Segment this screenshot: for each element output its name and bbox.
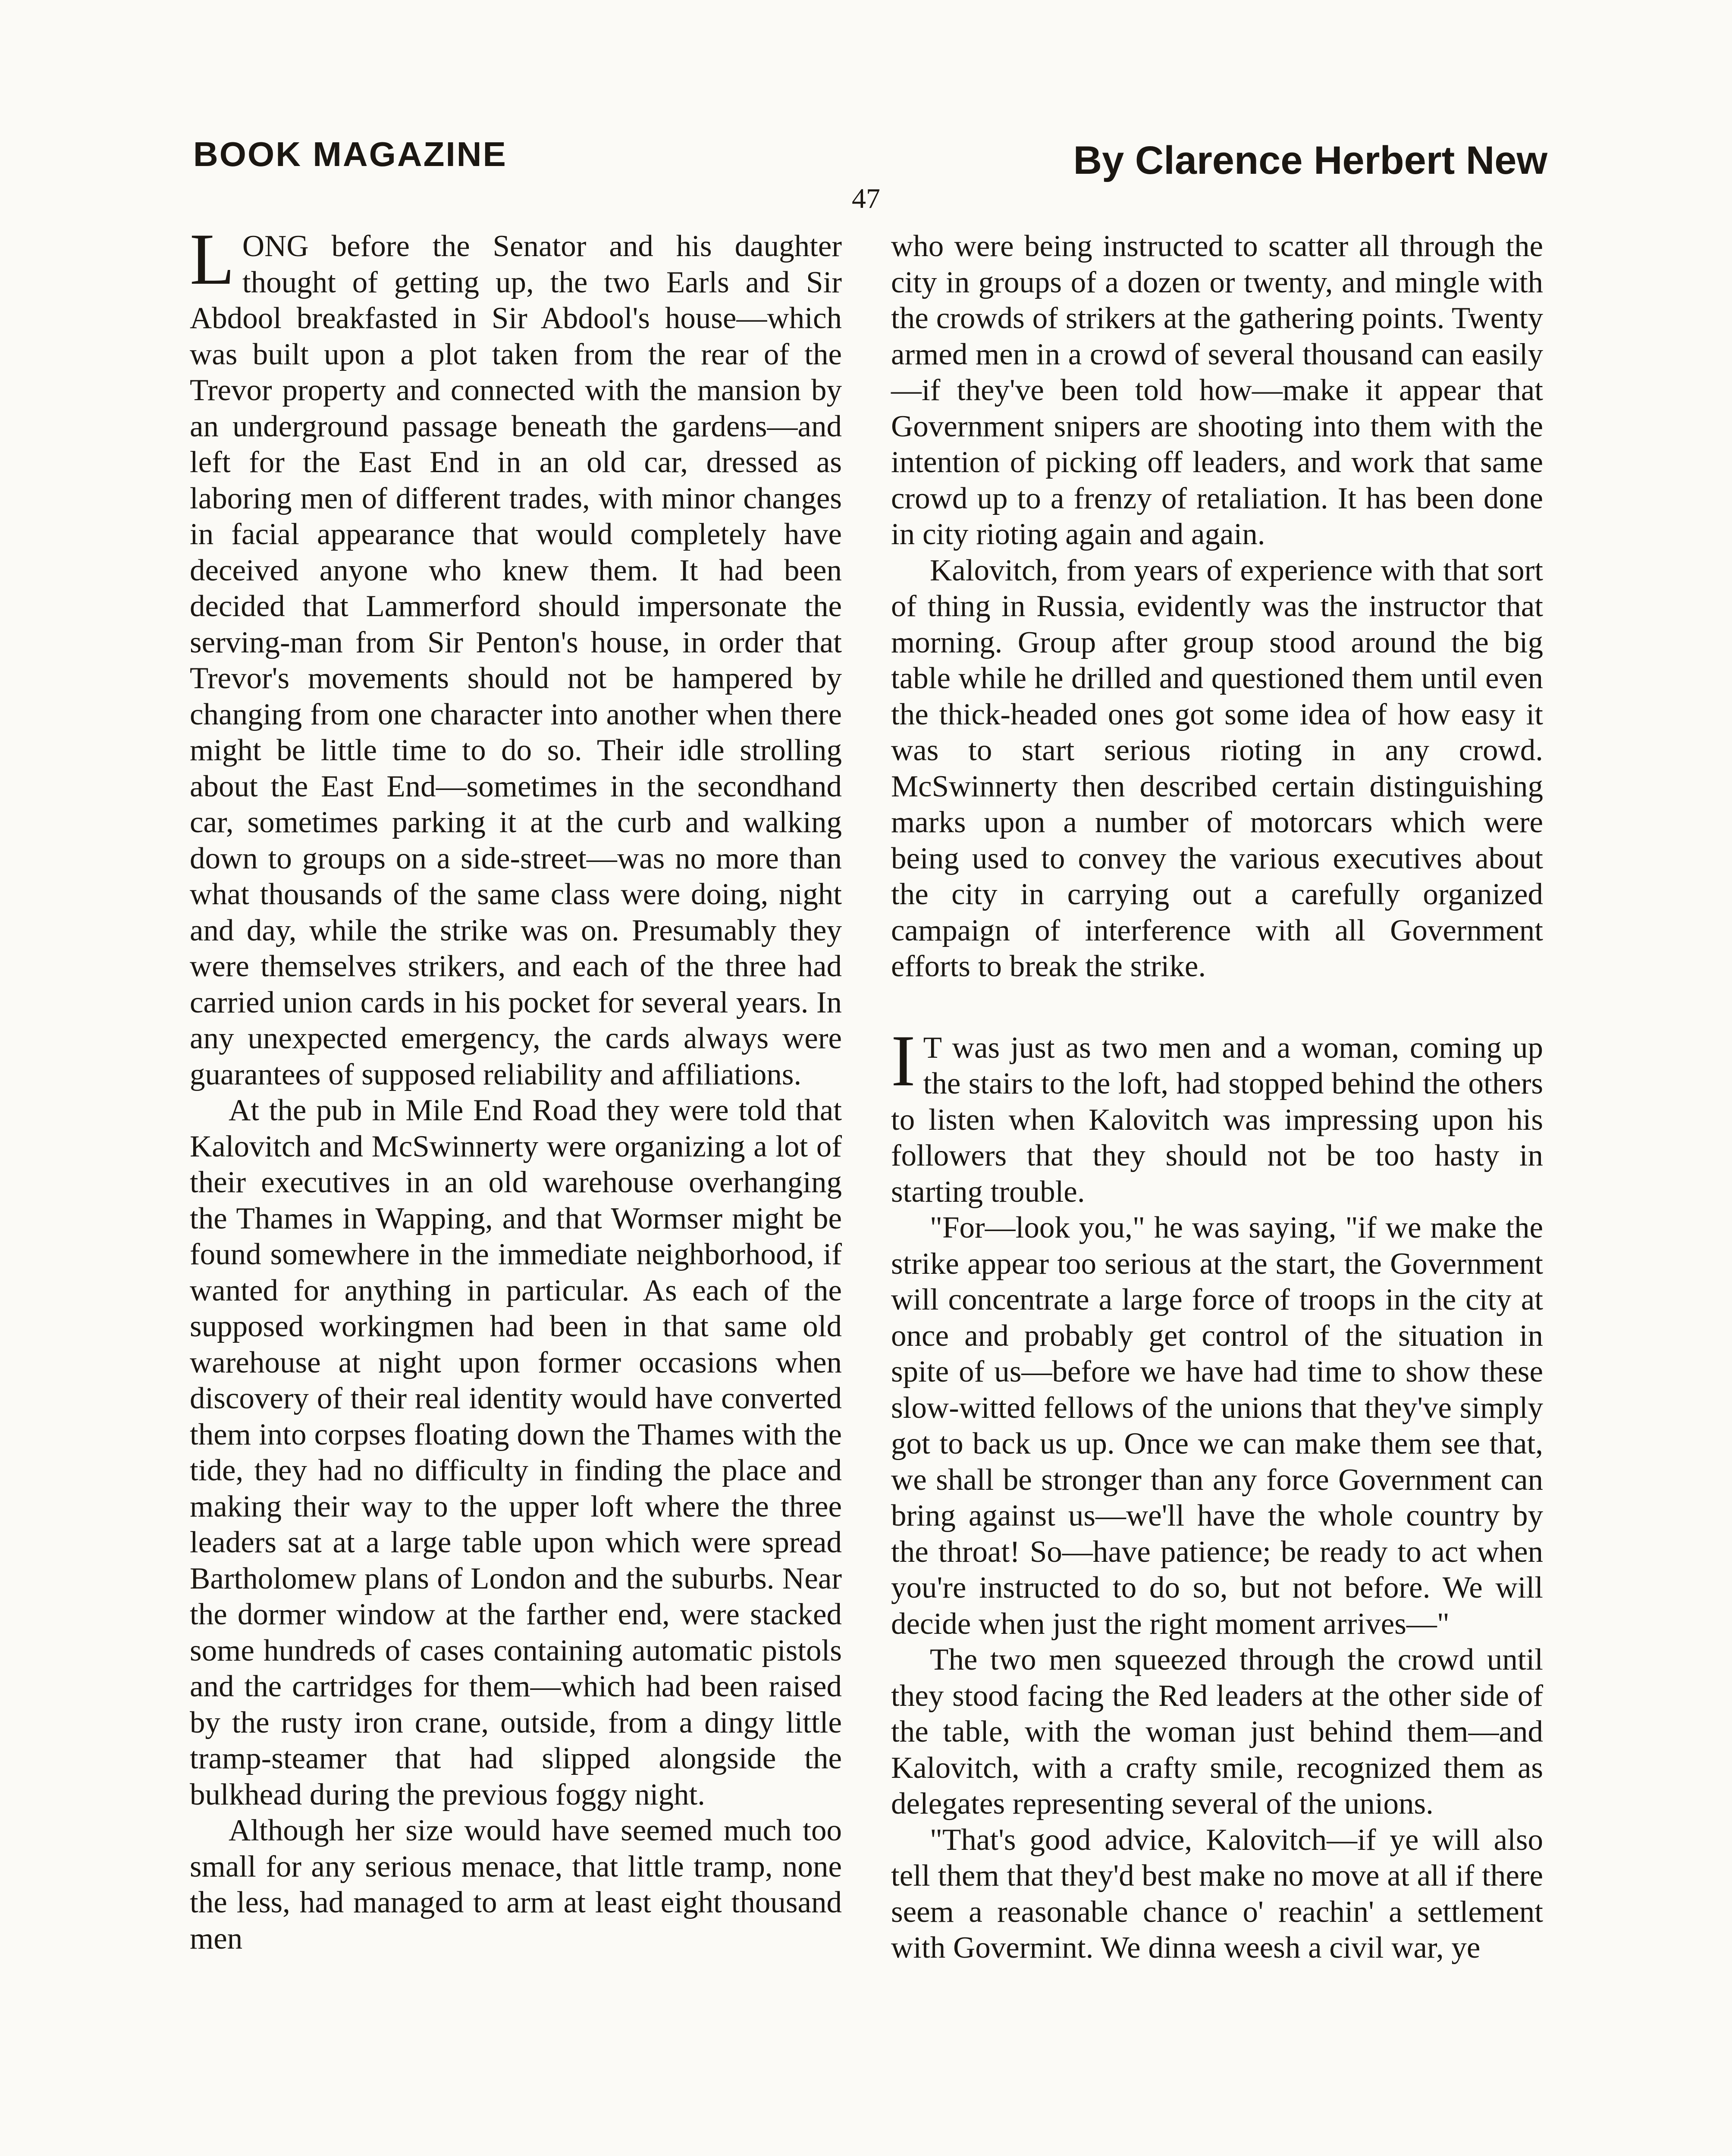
paragraph: "That's good advice, Kalovitch—if ye will also tell them that they'd best make no move at all if there seem a reasonable chance o' reachin' a settlement with Govermint. We dinna weesh a civil war, ye [891, 1823, 1543, 1965]
paragraph: who were being instructed to scatter all through the city in groups of a dozen or twenty, and mingle with the crowds of strikers at the gathering points. Twenty armed men in a crowd of several thousand can easily—if they've been told how—make it appear that Government snipers are shooting into them with the intention of picking off leaders, and work that same crowd up to a frenzy of retaliation. It has been done in city rioting again and again. [891, 229, 1543, 551]
drop-cap: I [891, 1020, 916, 1101]
paragraph: At the pub in Mile End Road they were told that Kalovitch and McSwinnerty were organizing a lot of their executives in an old warehouse overhanging the Thames in Wapping, and that Wormser might be found somewhere in the immediate neighborhood, if wanted for anything in particular. As each of the supposed workingmen had been in that same old warehouse at night upon former occasions when discovery of their real identity would have converted them into corpses floating down the Thames with the tide, they had no difficulty in finding the place and making their way to the upper loft where the three leaders sat at a large table upon which were spread Bartholomew plans of London and the suburbs. Near the dormer window at the farther end, were stacked some hundreds of cases containing automatic pistols and the cartridges for them—which had been raised by the rusty iron crane, outside, from a dingy little tramp-steamer that had slipped alongside the bulkhead during the previous foggy night. [190, 1094, 842, 1811]
running-head-author: By Clarence Herbert New [1073, 138, 1547, 182]
paragraph [891, 1020, 1543, 1210]
paragraph-text: T was just as two men and a woman, coming up the stairs to the loft, had stopped behind the others to listen when Kalovitch was impressing upon his followers that they should not be too hasty in starting trouble. [891, 1031, 1543, 1209]
page-number: 47 [852, 183, 880, 214]
right-text-column [891, 229, 1543, 1966]
paragraph: The two men squeezed through the crowd until they stood facing the Red leaders at the other side of the table, with the woman just behind them—and Kalovitch, with a crafty smile, recognized them as delegates representing several of the unions. [891, 1643, 1543, 1821]
paragraph: Kalovitch, from years of experience with that sort of thing in Russia, evidently was the instructor that morning. Group after group stood around the big table while he drilled and questioned them until even the thick-headed ones got some idea of how easy it was to start serious rioting in any crowd. McSwinnerty then described certain distinguishing marks upon a number of motorcars which were being used to convey the various executives about the city in carrying out a carefully organized campaign of interference with all Government efforts to break the strike. [891, 553, 1543, 983]
left-text-column [190, 219, 842, 1957]
drop-cap: L [190, 219, 235, 300]
paragraph-text: ONG before the Senator and his daughter thought of getting up, the two Earls and Sir Abdool breakfasted in Sir Abdool's house—which was built upon a plot taken from the rear of the Trevor property and connected with the mansion by an underground passage beneath the gardens—and left for the East End in an old car, dressed as laboring men of different trades, with minor changes in facial appearance that would completely have deceived anyone who knew them. It had been decided that Lammerford should impersonate the serving-man from Sir Penton's house, in order that Trevor's movements should not be hampered by changing from one character into another when there might be little time to do so. Their idle strolling about the East End—sometimes in the secondhand car, sometimes parking it at the curb and walking down to groups on a side-street—was no more than what thousands of the same class were doing, night and day, while the strike was on. Presumably they were themselves strikers, and each of the three had carried union cards in his pocket for several years. In any unexpected emergency, the cards always were guarantees of supposed reliability and affiliations. [190, 229, 842, 1091]
paragraph: Although her size would have seemed much too small for any serious menace, that little tramp, none the less, had managed to arm at least eight thousand men [190, 1814, 842, 1955]
paragraph [190, 219, 842, 1093]
paragraph: "For—look you," he was saying, "if we make the strike appear too serious at the start, the Government will concentrate a large force of troops in the city at once and probably get control of the situation in spite of us—before we have had time to show these slow-witted fellows of the unions that they've simply got to back us up. Once we can make them see that, we shall be stronger than any force Government can bring against us—we'll have the whole country by the throat! So—have patience; be ready to act when you're instructed to do so, but not before. We will decide when just the right moment arrives—" [891, 1211, 1543, 1641]
running-head-publication: BOOK MAGAZINE [193, 135, 507, 173]
